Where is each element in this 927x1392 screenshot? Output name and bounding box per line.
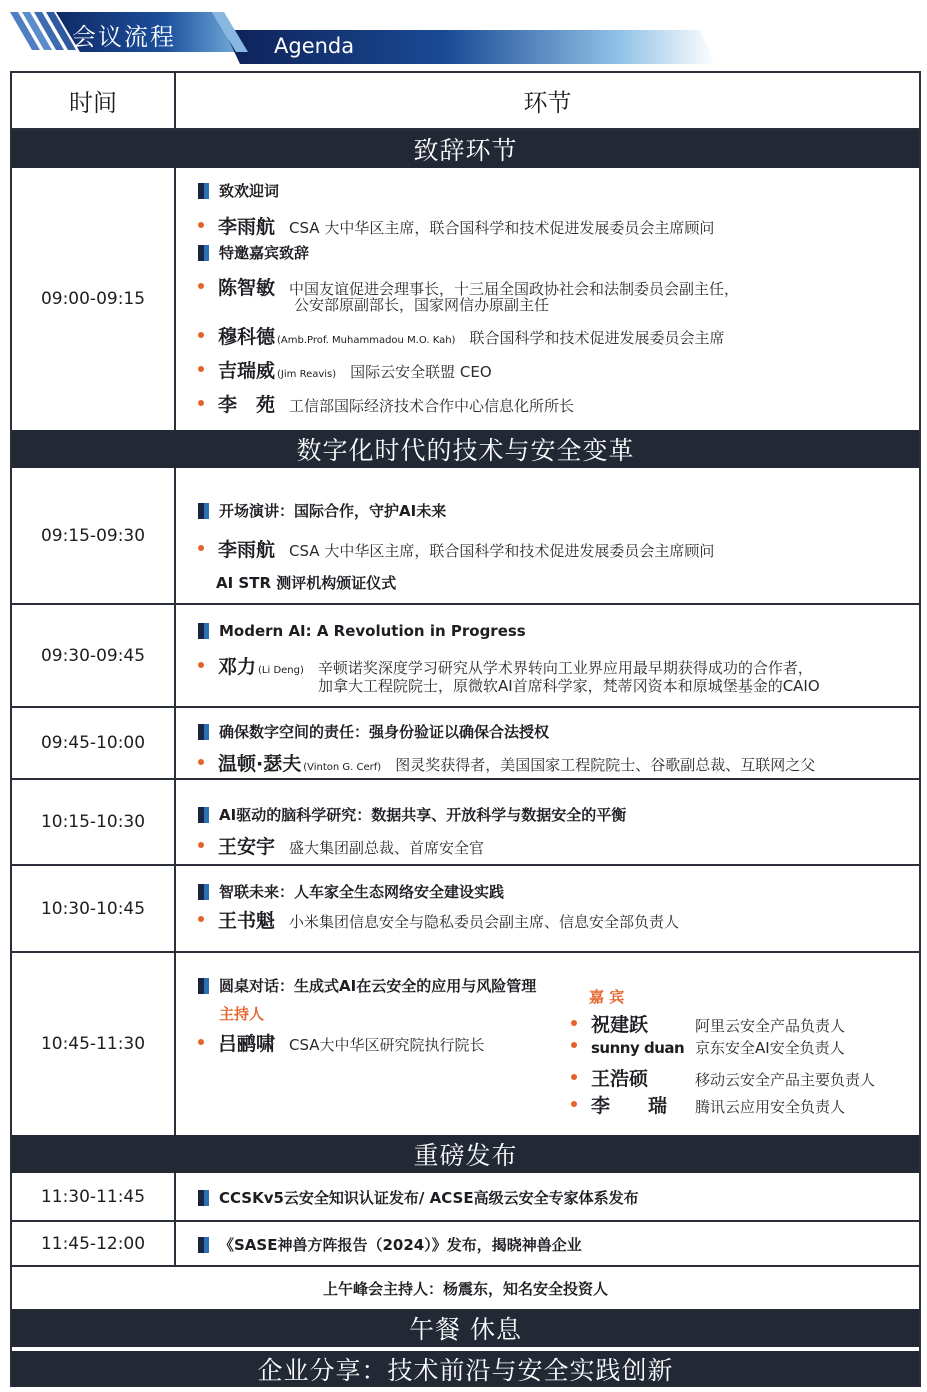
bullet-icon: [198, 1039, 204, 1045]
bar-icon: [198, 183, 209, 199]
host-speaker: 吕鹂啸 CSA大中华区研究院执行院长: [198, 1029, 485, 1056]
guest-speaker: 李 瑞 腾讯云应用安全负责人: [571, 1091, 845, 1118]
bullet-icon: [198, 759, 204, 765]
bullet-icon: [198, 842, 204, 848]
bar-icon: [198, 245, 209, 261]
bullet-icon: [571, 1074, 577, 1080]
table-row: [12, 468, 919, 605]
table-header-row: [12, 73, 919, 130]
table-row: [12, 1222, 919, 1267]
speaker: 王书魁 小米集团信息安全与隐私委员会副主席、信息安全部负责人: [198, 906, 679, 933]
host-label: 主持人: [219, 1005, 265, 1023]
bullet-icon: [198, 916, 204, 922]
session-topic: 开场演讲：国际合作，守护AI未来: [198, 500, 446, 521]
speaker: 李雨航 CSA 大中华区主席，联合国科学和技术促进发展委员会主席顾问: [198, 212, 714, 239]
bar-icon: [198, 623, 209, 639]
speaker: 温顿·瑟夫 (Vinton G. Cerf) 图灵奖获得者，美国国家工程院院士、谷歌副总裁、互联网之父: [198, 749, 815, 776]
row-time: 10:15-10:30: [12, 780, 176, 864]
speaker: 陈智敏 中国友谊促进会理事长，十三届全国政协社会和法制委员会副主任，: [198, 273, 739, 300]
speaker-desc-line2: 加拿大工程院院士，原微软AI首席科学家，梵蒂冈资本和原城堡基金的CAIO: [318, 677, 820, 695]
bullet-icon: [198, 662, 204, 668]
table-row: [12, 780, 919, 866]
session-topic: 致欢迎词: [198, 180, 279, 201]
bar-icon: [198, 978, 209, 994]
section-title-lunch: 午餐 休息: [12, 1309, 919, 1347]
session-topic: 《SASE神兽方阵报告（2024）》发布，揭晓神兽企业: [198, 1234, 582, 1255]
bullet-icon: [571, 1020, 577, 1026]
row-time: 10:30-10:45: [12, 866, 176, 951]
agenda-banner: [0, 0, 927, 66]
table-row: [12, 708, 919, 780]
guest-speaker: sunny duan 京东安全AI安全负责人: [571, 1037, 845, 1058]
guest-label: 嘉 宾: [589, 988, 625, 1006]
bullet-icon: [198, 366, 204, 372]
bar-icon: [198, 884, 209, 900]
speaker: 穆科德 (Amb.Prof. Muhammadou M.O. Kah) 联合国科学和技术促进发展委员会主席: [198, 322, 724, 349]
bar-icon: [198, 503, 209, 519]
row-time: 10:45-11:30: [12, 953, 176, 1135]
session-topic: 特邀嘉宾致辞: [198, 242, 309, 263]
morning-host-note: 上午峰会主持人：杨震东，知名安全投资人: [322, 1279, 608, 1298]
session-topic: 智联未来：人车家全生态网络安全建设实践: [198, 881, 504, 902]
table-row: [12, 168, 919, 430]
bullet-icon: [571, 1101, 577, 1107]
guest-speaker: 王浩硕 移动云安全产品主要负责人: [571, 1064, 875, 1091]
section-title-opening: 致辞环节: [12, 130, 919, 168]
section-title-digital: 数字化时代的技术与安全变革: [12, 430, 919, 468]
header-session: 环节: [523, 89, 572, 117]
banner-title-cn: 会议流程: [72, 23, 176, 51]
bullet-icon: [198, 283, 204, 289]
table-row: [12, 605, 919, 708]
speaker: 邓力 (Li Deng) 辛顿诺奖深度学习研究从学术界转向工业界应用最早期获得成功的合作者，: [198, 652, 813, 679]
banner-title-en: Agenda: [274, 34, 355, 58]
row-time: 09:15-09:30: [12, 468, 176, 603]
speaker-desc-line2: 公安部原副部长，国家网信办原副主任: [294, 296, 550, 314]
section-title-enterprise: 企业分享：技术前沿与安全实践创新: [12, 1351, 919, 1387]
session-topic: Modern AI: A Revolution in Progress: [198, 622, 526, 640]
table-row: [12, 866, 919, 953]
header-time: 时间: [12, 73, 176, 128]
speaker: 李 苑 工信部国际经济技术合作中心信息化所所长: [198, 390, 574, 417]
session-topic: 确保数字空间的责任：强身份验证以确保合法授权: [198, 721, 549, 742]
speaker: 吉瑞威 (Jim Reavis) 国际云安全联盟 CEO: [198, 356, 492, 383]
row-time: 11:30-11:45: [12, 1173, 176, 1220]
session-topic: 圆桌对话：生成式AI在云安全的应用与风险管理: [198, 975, 536, 996]
row-time: 11:45-12:00: [12, 1222, 176, 1265]
speaker: 王安宇 盛大集团副总裁、首席安全官: [198, 832, 484, 859]
speaker: 李雨航 CSA 大中华区主席，联合国科学和技术促进发展委员会主席顾问: [198, 535, 714, 562]
session-note: AI STR 测评机构颁证仪式: [216, 574, 397, 592]
bar-icon: [198, 1190, 209, 1206]
bar-icon: [198, 1237, 209, 1253]
session-topic: CCSKv5云安全知识认证发布/ ACSE高级云安全专家体系发布: [198, 1187, 639, 1208]
section-title-launch: 重磅发布: [12, 1135, 919, 1173]
bullet-icon: [571, 1042, 577, 1048]
table-row: [12, 1173, 919, 1222]
row-time: 09:30-09:45: [12, 605, 176, 706]
session-topic: AI驱动的脑科学研究：数据共享、开放科学与数据安全的平衡: [198, 804, 626, 825]
row-time: 09:45-10:00: [12, 708, 176, 778]
agenda-table: [10, 71, 921, 1387]
row-time: 09:00-09:15: [12, 168, 176, 430]
bar-icon: [198, 807, 209, 823]
bullet-icon: [198, 332, 204, 338]
bullet-icon: [198, 222, 204, 228]
bullet-icon: [198, 545, 204, 551]
bar-icon: [198, 724, 209, 740]
guest-speaker: 祝建跃 阿里云安全产品负责人: [571, 1010, 845, 1037]
bullet-icon: [198, 400, 204, 406]
table-row: [12, 953, 919, 1135]
